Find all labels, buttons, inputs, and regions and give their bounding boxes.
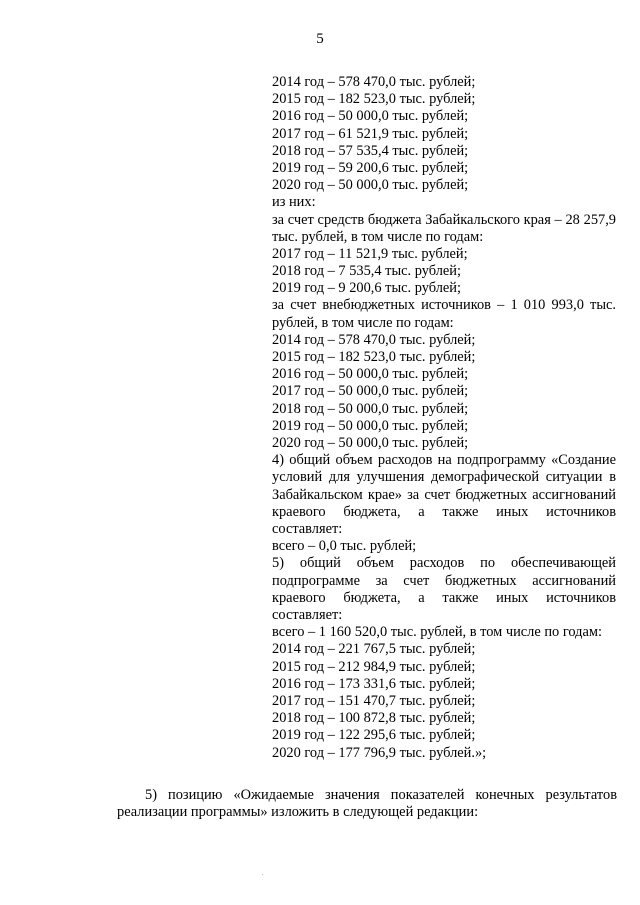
year-line: 2019 год – 59 200,6 тыс. рублей; — [272, 159, 469, 176]
year-line: 2017 год – 50 000,0 тыс. рублей; — [272, 383, 469, 400]
support-subprogram-years — [272, 641, 616, 761]
year-line: 2014 год – 578 470,0 тыс. рублей; — [272, 331, 476, 348]
year-line: 2018 год – 100 872,8 тыс. рублей; — [272, 710, 476, 727]
year-line: 2016 год – 50 000,0 тыс. рублей; — [272, 366, 469, 383]
year-line: 2017 год – 151 470,7 тыс. рублей; — [272, 692, 476, 709]
year-line: 2015 год – 182 523,0 тыс. рублей; — [272, 349, 476, 366]
year-line: 2020 год – 177 796,9 тыс. рублей.»; — [272, 744, 487, 761]
item-5-paragraph: 5) общий объем расходов по обеспечивающей подпрограмме за счет бюджетных ассигнований краевого бюджета, а также иных источников составляет: — [272, 555, 616, 623]
year-line: 2015 год – 182 523,0 тыс. рублей; — [272, 91, 476, 108]
position-5-text: 5) позицию «Ожидаемые значения показателей конечных результатов реализации программы» изложить в следующей редакции: — [117, 787, 617, 821]
position-5-paragraph — [117, 787, 617, 821]
year-line: 2019 год – 9 200,6 тыс. рублей; — [272, 280, 461, 297]
year-line: 2018 год – 50 000,0 тыс. рублей; — [272, 400, 469, 417]
year-line: 2015 год – 212 984,9 тыс. рублей; — [272, 658, 476, 675]
item-5-total: всего – 1 160 520,0 тыс. рублей, в том числе по годам: — [272, 624, 602, 641]
year-line: 2020 год – 50 000,0 тыс. рублей; — [272, 435, 469, 451]
item-4-paragraph: 4) общий объем расходов на подпрограмму «Создание условий для улучшения демографической ситуации в Забайкальском крае» за счет бюджетных ассигнований краевого бюджета, а также иных источников составляет: — [272, 452, 616, 537]
year-line: 2016 год – 50 000,0 тыс. рублей; — [272, 108, 469, 125]
scan-artifact — [262, 874, 263, 875]
extrabudget-years — [272, 332, 616, 452]
regional-budget-years — [272, 246, 616, 298]
item-4-total: всего – 0,0 тыс. рублей; — [272, 538, 417, 555]
year-line: 2018 год – 57 535,4 тыс. рублей; — [272, 142, 469, 159]
year-line: 2018 год – 7 535,4 тыс. рублей; — [272, 263, 461, 280]
financing-column — [272, 74, 616, 762]
year-line: 2017 год – 61 521,9 тыс. рублей; — [272, 125, 469, 142]
year-line: 2019 год – 122 295,6 тыс. рублей; — [272, 727, 476, 744]
year-line: 2014 год – 578 470,0 тыс. рублей; — [272, 74, 476, 90]
year-line: 2016 год – 173 331,6 тыс. рублей; — [272, 675, 476, 692]
year-line: 2017 год – 11 521,9 тыс. рублей; — [272, 245, 468, 262]
funding-by-year-list — [272, 74, 616, 212]
of-which-label: из них: — [272, 194, 316, 211]
extrabudget-paragraph: за счет внебюджетных источников – 1 010 993,0 тыс. рублей, в том числе по годам: — [272, 297, 616, 331]
regional-budget-paragraph: за счет средств бюджета Забайкальского края – 28 257,9 тыс. рублей, в том числе по годам: — [272, 211, 616, 245]
page-number: 5 — [316, 31, 324, 47]
year-line: 2019 год – 50 000,0 тыс. рублей; — [272, 417, 469, 434]
year-line: 2014 год – 221 767,5 тыс. рублей; — [272, 641, 476, 658]
year-line: 2020 год – 50 000,0 тыс. рублей; — [272, 177, 469, 194]
